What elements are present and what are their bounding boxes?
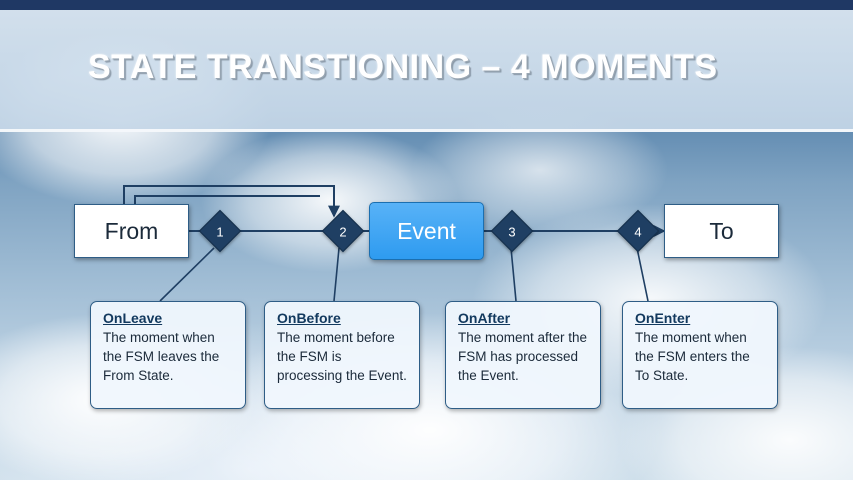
moment-node-4-number: 4 [634, 224, 642, 240]
state-box-to[interactable] [664, 204, 779, 258]
state-event-label: Event [397, 217, 456, 244]
callout-onleave-title: OnLeave [103, 310, 163, 326]
callout-onafter-body: The moment after the FSM has processed the Event. [458, 330, 588, 383]
callout-onenter-title: OnEnter [635, 310, 691, 326]
moment-node-3-number: 3 [508, 224, 516, 240]
state-box-event[interactable] [369, 202, 484, 260]
callout-onafter-title: OnAfter [458, 310, 511, 326]
state-from-label: From [104, 217, 159, 244]
moment-node-1-number: 1 [216, 224, 224, 240]
moment-node-2-number: 2 [339, 224, 347, 240]
callout-onenter-body: The moment when the FSM enters the To State. [635, 330, 750, 383]
state-box-from[interactable] [74, 204, 189, 258]
state-to-label: To [709, 217, 734, 244]
callout-onenter[interactable] [622, 301, 778, 409]
callout-onafter[interactable] [445, 301, 601, 409]
page-title: STATE TRANSTIONING – 4 MOMENTS [88, 48, 718, 86]
callout-onbefore-body: The moment before the FSM is processing the Event. [277, 330, 407, 383]
callout-onleave[interactable] [90, 301, 246, 409]
callout-onbefore[interactable] [264, 301, 420, 409]
callout-onbefore-title: OnBefore [277, 310, 341, 326]
callout-onleave-body: The moment when the FSM leaves the From State. [103, 330, 220, 383]
